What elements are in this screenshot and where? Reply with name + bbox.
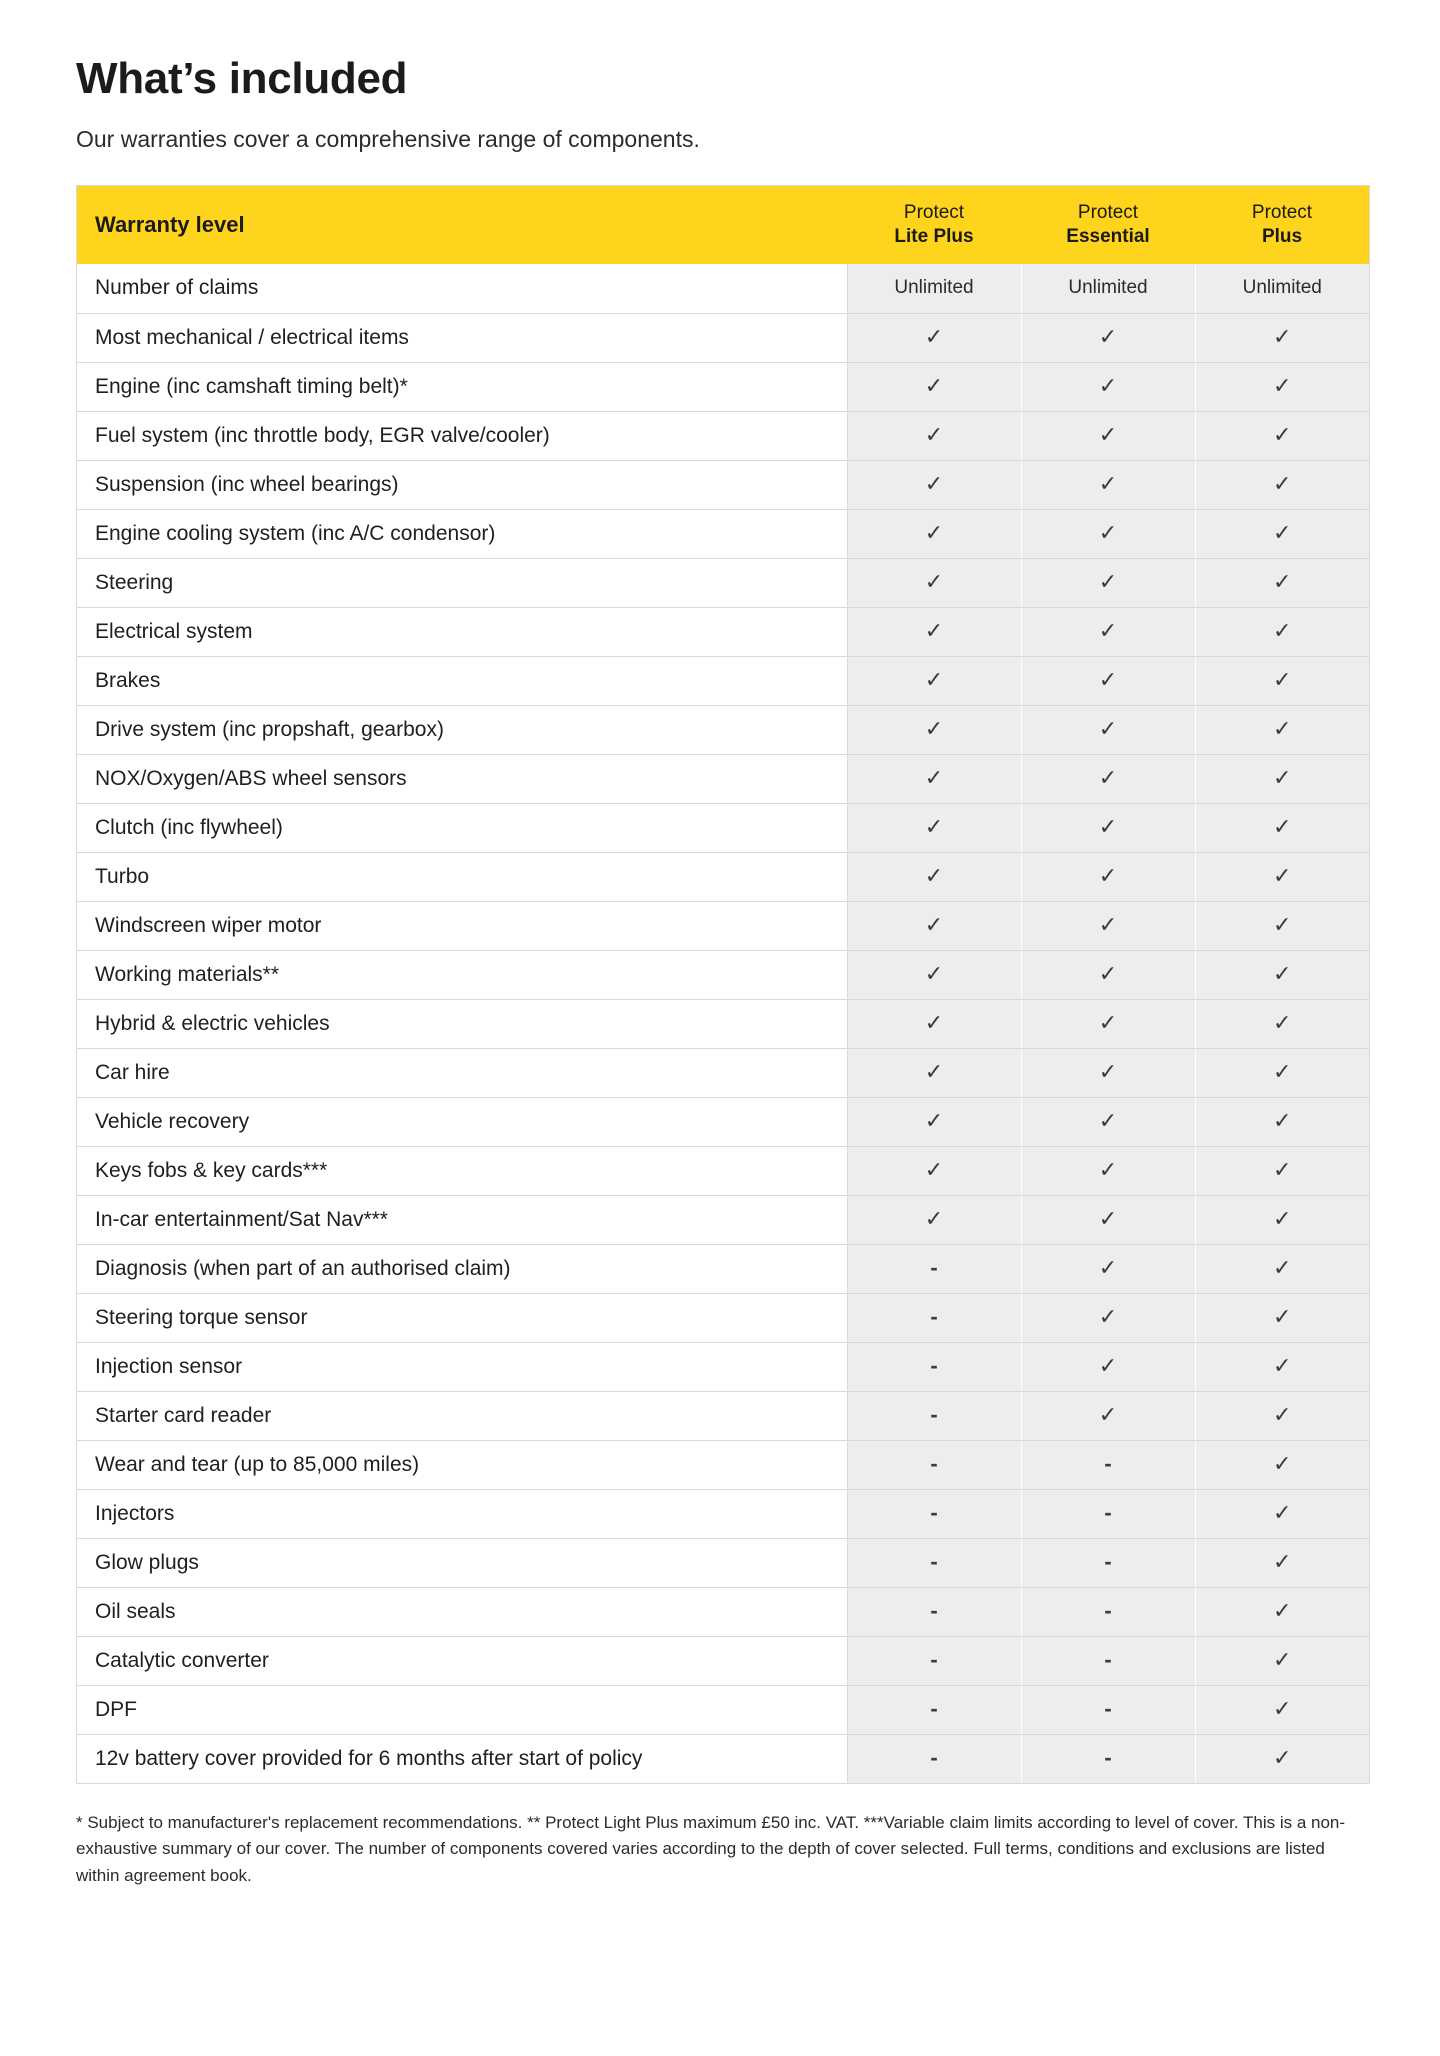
feature-cell: Glow plugs [77,1538,847,1587]
feature-cell: Starter card reader [77,1391,847,1440]
coverage-cell [1021,705,1195,754]
coverage-cell [1021,313,1195,362]
coverage-cell [1195,901,1369,950]
check-icon: ✓ [924,960,944,986]
check-icon: ✓ [1273,1058,1292,1084]
check-icon: ✓ [1273,1254,1292,1280]
check-icon: ✓ [924,715,944,741]
table-row [77,411,1369,460]
feature-cell: Catalytic converter [77,1636,847,1685]
coverage-cell [1021,1734,1195,1783]
check-icon: ✓ [924,813,944,839]
check-icon: ✓ [1098,911,1118,937]
table-row [77,1587,1369,1636]
check-icon: ✓ [1273,1205,1292,1231]
check-icon: ✓ [924,519,944,545]
feature-cell: DPF [77,1685,847,1734]
coverage-cell [1021,1244,1195,1293]
check-icon: ✓ [924,372,944,398]
check-icon: ✓ [1098,1107,1118,1133]
column-header-protect-essential [1021,186,1195,264]
coverage-cell [1195,1048,1369,1097]
coverage-cell [1021,1587,1195,1636]
check-icon: ✓ [1098,862,1118,888]
coverage-cell [847,460,1021,509]
coverage-cell [847,607,1021,656]
check-icon: ✓ [1098,568,1118,594]
feature-cell: NOX/Oxygen/ABS wheel sensors [77,754,847,803]
coverage-cell [1195,1097,1369,1146]
check-icon: ✓ [1098,519,1118,545]
check-icon: ✓ [1273,421,1292,447]
feature-cell: Vehicle recovery [77,1097,847,1146]
check-icon: ✓ [1273,1107,1292,1133]
coverage-cell [847,705,1021,754]
dash-icon: - [930,1499,938,1525]
coverage-cell [847,1342,1021,1391]
feature-cell: Engine (inc camshaft timing belt)* [77,362,847,411]
coverage-cell [1195,1440,1369,1489]
check-icon: ✓ [924,1009,944,1035]
feature-cell: Steering torque sensor [77,1293,847,1342]
check-icon: ✓ [924,323,944,349]
dash-icon: - [1104,1499,1112,1525]
check-icon: ✓ [1273,1156,1292,1182]
coverage-cell [1195,1538,1369,1587]
check-icon: ✓ [1273,1646,1292,1672]
coverage-cell [1195,1587,1369,1636]
check-icon: ✓ [924,1156,944,1182]
coverage-cell [1195,1195,1369,1244]
check-icon: ✓ [1098,764,1118,790]
check-icon: ✓ [1273,813,1292,839]
coverage-cell: Unlimited [1195,264,1369,313]
coverage-cell [1195,558,1369,607]
check-icon: ✓ [1098,666,1118,692]
coverage-cell [847,999,1021,1048]
table-row [77,558,1369,607]
feature-cell: Steering [77,558,847,607]
coverage-cell [847,1048,1021,1097]
coverage-cell [847,950,1021,999]
coverage-cell [847,1636,1021,1685]
coverage-cell [1195,362,1369,411]
check-icon: ✓ [924,1058,944,1084]
coverage-cell [847,1097,1021,1146]
coverage-cell [847,1195,1021,1244]
check-icon: ✓ [1273,1303,1292,1329]
feature-cell: Diagnosis (when part of an authorised claim) [77,1244,847,1293]
check-icon: ✓ [1273,1695,1292,1721]
feature-cell: Car hire [77,1048,847,1097]
check-icon: ✓ [1273,323,1292,349]
table-row [77,1440,1369,1489]
page-subtitle: Our warranties cover a comprehensive range of components. [76,126,700,152]
coverage-cell [1021,362,1195,411]
plan-name-line2: Essential [1066,226,1150,247]
feature-cell: Injection sensor [77,1342,847,1391]
coverage-cell [847,1587,1021,1636]
feature-cell: Most mechanical / electrical items [77,313,847,362]
check-icon: ✓ [1098,715,1118,741]
feature-cell: In-car entertainment/Sat Nav*** [77,1195,847,1244]
coverage-cell [1021,509,1195,558]
coverage-cell [1195,852,1369,901]
dash-icon: - [930,1303,938,1329]
check-icon: ✓ [1098,960,1118,986]
coverage-cell [847,1146,1021,1195]
check-icon: ✓ [1273,1450,1292,1476]
coverage-cell [847,313,1021,362]
coverage-cell [1195,1636,1369,1685]
coverage-cell [1021,607,1195,656]
coverage-cell [1021,1342,1195,1391]
check-icon: ✓ [1273,1744,1292,1770]
coverage-cell [1021,1048,1195,1097]
table-row [77,607,1369,656]
coverage-cell [1021,656,1195,705]
coverage-cell [847,754,1021,803]
table-row [77,1734,1369,1783]
coverage-cell [1195,950,1369,999]
coverage-cell [847,1391,1021,1440]
dash-icon: - [1104,1695,1112,1721]
coverage-cell [847,1538,1021,1587]
coverage-cell [1195,656,1369,705]
check-icon: ✓ [924,568,944,594]
coverage-cell [847,1685,1021,1734]
coverage-cell [1021,999,1195,1048]
check-icon: ✓ [1098,617,1118,643]
coverage-cell [1195,1293,1369,1342]
dash-icon: - [930,1646,938,1672]
check-icon: ✓ [1098,1058,1118,1084]
feature-cell: Injectors [77,1489,847,1538]
check-icon: ✓ [1273,764,1292,790]
coverage-cell [847,558,1021,607]
check-icon: ✓ [1098,813,1118,839]
dash-icon: - [930,1254,938,1280]
check-icon: ✓ [924,617,944,643]
table-row [77,1538,1369,1587]
dash-icon: - [930,1450,938,1476]
feature-cell: Fuel system (inc throttle body, EGR valve/cooler) [77,411,847,460]
coverage-cell [847,1489,1021,1538]
feature-cell: Drive system (inc propshaft, gearbox) [77,705,847,754]
dash-icon: - [930,1352,938,1378]
dash-icon: - [930,1744,938,1770]
table-row [77,1489,1369,1538]
check-icon: ✓ [1273,1352,1292,1378]
check-icon: ✓ [924,666,944,692]
coverage-cell [1021,754,1195,803]
feature-cell: Engine cooling system (inc A/C condensor) [77,509,847,558]
plan-name-line2: Lite Plus [894,226,974,247]
dash-icon: - [930,1597,938,1623]
feature-cell: Windscreen wiper motor [77,901,847,950]
coverage-cell: Unlimited [847,264,1021,313]
check-icon: ✓ [1098,1352,1118,1378]
coverage-cell [1021,1685,1195,1734]
check-icon: ✓ [1273,519,1292,545]
coverage-cell [1195,1734,1369,1783]
warranty-comparison-table [77,186,1369,1783]
feature-cell: Wear and tear (up to 85,000 miles) [77,1440,847,1489]
coverage-cell [847,1734,1021,1783]
coverage-cell [1195,1391,1369,1440]
check-icon: ✓ [1273,862,1292,888]
check-icon: ✓ [1273,666,1292,692]
dash-icon: - [1104,1646,1112,1672]
coverage-cell [847,901,1021,950]
dash-icon: - [930,1401,938,1427]
check-icon: ✓ [1273,715,1292,741]
page-title: What’s included [76,54,408,103]
table-row [77,1048,1369,1097]
plan-name-line1: Protect [1251,201,1313,223]
dash-icon: - [930,1548,938,1574]
dash-icon: - [1104,1548,1112,1574]
coverage-cell [1021,1195,1195,1244]
check-icon: ✓ [1098,1303,1118,1329]
warranty-table-container [76,185,1370,1784]
table-row [77,1244,1369,1293]
table-row [77,1195,1369,1244]
table-row [77,999,1369,1048]
check-icon: ✓ [1098,421,1118,447]
table-row [77,1391,1369,1440]
plan-name-line2: Plus [1261,226,1303,247]
feature-cell: Electrical system [77,607,847,656]
coverage-cell [1021,1293,1195,1342]
coverage-cell [1195,705,1369,754]
coverage-cell [1195,1146,1369,1195]
feature-cell: Brakes [77,656,847,705]
check-icon: ✓ [924,764,944,790]
plan-name-line1: Protect [1077,201,1139,223]
table-row [77,1685,1369,1734]
coverage-cell [1021,1489,1195,1538]
coverage-cell [1195,1244,1369,1293]
feature-cell: Hybrid & electric vehicles [77,999,847,1048]
coverage-cell [1021,558,1195,607]
check-icon: ✓ [1273,1401,1292,1427]
coverage-cell [1021,1636,1195,1685]
coverage-cell [847,362,1021,411]
coverage-cell [1021,1538,1195,1587]
check-icon: ✓ [1273,1597,1292,1623]
check-icon: ✓ [924,421,944,447]
dash-icon: - [930,1695,938,1721]
check-icon: ✓ [1273,960,1292,986]
coverage-cell [1021,460,1195,509]
coverage-cell [847,411,1021,460]
check-icon: ✓ [1273,470,1292,496]
plan-name-line1: Protect [903,201,965,223]
coverage-cell: Unlimited [1021,264,1195,313]
feature-cell: Clutch (inc flywheel) [77,803,847,852]
coverage-cell [847,509,1021,558]
coverage-cell [1021,803,1195,852]
coverage-cell [1195,509,1369,558]
coverage-cell [1021,852,1195,901]
dash-icon: - [1104,1744,1112,1770]
coverage-cell [1195,999,1369,1048]
feature-cell: Turbo [77,852,847,901]
coverage-cell [1195,607,1369,656]
column-header-protect-plus [1195,186,1369,264]
coverage-cell [1021,1097,1195,1146]
coverage-cell [847,1244,1021,1293]
coverage-cell [1195,803,1369,852]
feature-cell: Suspension (inc wheel bearings) [77,460,847,509]
check-icon: ✓ [1273,568,1292,594]
coverage-cell [1021,1391,1195,1440]
check-icon: ✓ [1273,911,1292,937]
coverage-cell [1021,1146,1195,1195]
table-row [77,1293,1369,1342]
column-header-protect-lite-plus [847,186,1021,264]
check-icon: ✓ [924,911,944,937]
table-header-row [77,186,1369,264]
coverage-cell [1021,1440,1195,1489]
coverage-cell [847,803,1021,852]
coverage-cell [847,1293,1021,1342]
check-icon: ✓ [924,470,944,496]
check-icon: ✓ [1273,1499,1292,1525]
check-icon: ✓ [1273,1009,1292,1035]
check-icon: ✓ [1098,1009,1118,1035]
coverage-cell [847,1440,1021,1489]
table-body [77,264,1369,1783]
dash-icon: - [1104,1450,1112,1476]
feature-cell: Working materials** [77,950,847,999]
coverage-cell [1195,1342,1369,1391]
table-row [77,1636,1369,1685]
check-icon: ✓ [924,1107,944,1133]
check-icon: ✓ [1098,372,1118,398]
feature-cell: Number of claims [77,264,847,313]
check-icon: ✓ [1098,1156,1118,1182]
check-icon: ✓ [1273,617,1292,643]
table-row [77,656,1369,705]
table-row [77,1342,1369,1391]
check-icon: ✓ [1273,1548,1292,1574]
check-icon: ✓ [924,862,944,888]
coverage-cell [1195,411,1369,460]
check-icon: ✓ [1098,470,1118,496]
column-header-warranty-level: Warranty level [77,186,847,264]
coverage-cell [1021,901,1195,950]
feature-cell: Oil seals [77,1587,847,1636]
table-row [77,705,1369,754]
coverage-cell [1195,754,1369,803]
check-icon: ✓ [924,1205,944,1231]
table-row [77,509,1369,558]
coverage-cell [847,656,1021,705]
coverage-cell [1195,1685,1369,1734]
table-header [77,186,1369,264]
footnotes: * Subject to manufacturer's replacement recommendations. ** Protect Light Plus maximum £50 inc. VAT. ***Variable claim limits according to level of cover. This is a non-exhaustive summary of our cover. The number of components covered varies according to the depth of cover selected. Full terms, conditions and exclusions are listed within agreement book. [76,1813,1346,1885]
check-icon: ✓ [1273,372,1292,398]
check-icon: ✓ [1098,1401,1118,1427]
table-row [77,852,1369,901]
table-row [77,901,1369,950]
dash-icon: - [1104,1597,1112,1623]
feature-cell: Keys fobs & key cards*** [77,1146,847,1195]
coverage-cell [1195,313,1369,362]
table-row [77,460,1369,509]
table-row [77,754,1369,803]
coverage-cell [1195,1489,1369,1538]
table-row [77,1146,1369,1195]
table-row [77,803,1369,852]
feature-cell: 12v battery cover provided for 6 months after start of policy [77,1734,847,1783]
table-row [77,313,1369,362]
coverage-cell [1021,411,1195,460]
coverage-cell [1021,950,1195,999]
table-row [77,950,1369,999]
table-row [77,362,1369,411]
table-row [77,1097,1369,1146]
check-icon: ✓ [1098,1254,1118,1280]
check-icon: ✓ [1098,1205,1118,1231]
coverage-cell [1195,460,1369,509]
check-icon: ✓ [1098,323,1118,349]
coverage-cell [847,852,1021,901]
table-row [77,264,1369,313]
